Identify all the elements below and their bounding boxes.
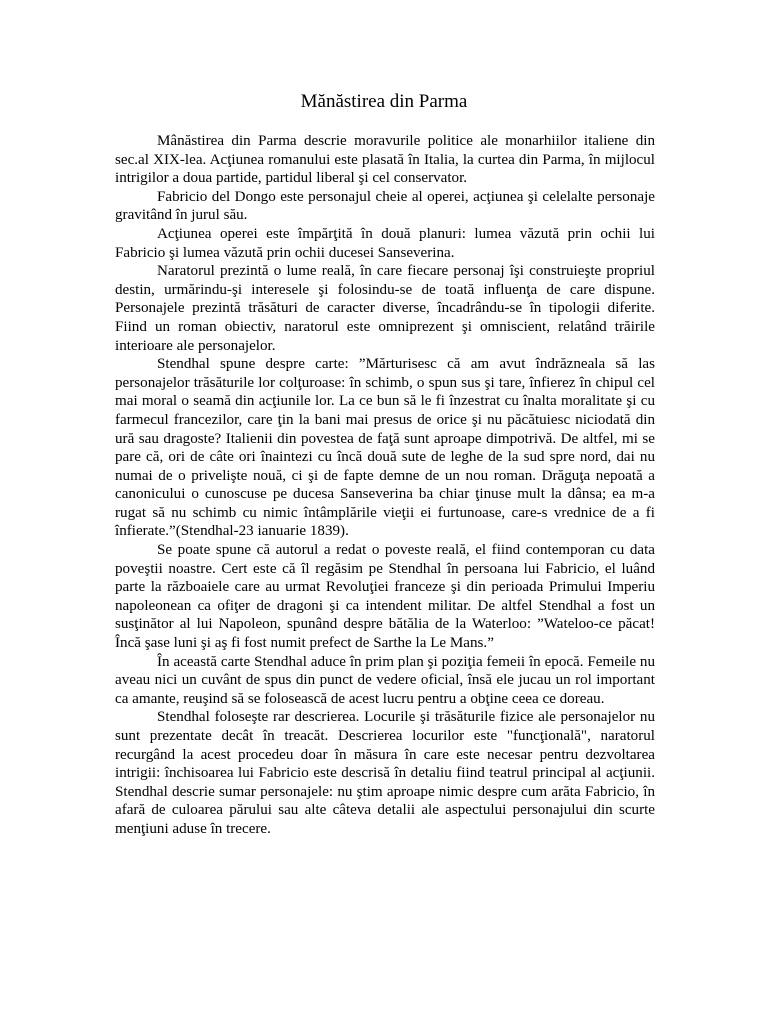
paragraph-stendhal-quote: Stendhal spune despre carte: ”Mărturisesc că am avut îndrăzneala să las personajelor trăsăturile lor colţuroase: în schimb, o spun sus şi tare, înfierez în chipul cel mai moral o seamă din acţiunile lor. La ce bun să le fi înzestrat cu înalta moralitate şi cu farmecul francezilor, care ţin la bani mai presus de orice şi nu păcătuiesc niciodată din ură sau dragoste? Italienii din povestea de faţă sunt aproape dimpotrivă. De altfel, mi se pare că, ori de câte ori înaintezi cu încă două sute de leghe de la sud spre nord, dai nu numai de o privelişte nouă, ci şi de fapte demne de un nou roman. Drăguţa nepoată a canonicului o cunoscuse pe ducesa Sanseverina ba chiar ţinuse mult la dânsa; ea m-a rugat să nu schimb cu nimic întâmplările vieţii ei furtunoase, care-s vrednice de a fi înfierate.”(Stendhal-23 ianuarie 1839).: [115, 356, 655, 540]
paragraph-narrator: Naratorul prezintă o lume reală, în care fiecare personaj îşi construieşte propriul destin, urmărindu-şi interesele şi folosindu-se de toată influenţa de care dispune. Personajele prezintă trăsături de caracter diverse, încadrându-se în tipologii diferite. Fiind un roman obiectiv, naratorul este omniprezent şi omniscient, relatând trăirile interioare ale personajelor.: [115, 263, 655, 354]
document-title: Mănăstirea din Parma: [300, 91, 468, 112]
paragraph-description: Stendhal foloseşte rar descrierea. Locurile şi trăsăturile fizice ale personajelor nu sunt prezentate decât în treacăt. Descrierea locurilor este "funcţională", naratorul recurgând la acest procedeu doar în măsura în care este necesar pentru dezvoltarea intrigii: închisoarea lui Fabricio este descrisă în detaliu fiind teatrul principal al acţiunii. Stendhal descrie sumar personajele: nu ştim aproape nimic despre cum arăta Fabricio, în afară de culoarea părului sau alte câteva detalii ale aspectului personajului din scurte menţiuni aduse în trecere.: [115, 709, 655, 837]
paragraph-fabricio: Fabricio del Dongo este personajul cheie al operei, acţiunea şi celelalte personaje gravitând în jurul său.: [115, 188, 655, 224]
paragraph-intro: Mânăstirea din Parma descrie moravurile politice ale monarhiilor italiene din sec.al XIX-lea. Acţiunea romanului este plasată în Italia, la curtea din Parma, în mijlocul intrigilor a doua partide, partidul liberal şi cel conservator.: [115, 133, 655, 187]
paragraph-women: În această carte Stendhal aduce în prim plan şi poziţia femeii în epocă. Femeile nu aveau nici un cuvânt de spus din punct de vedere oficial, însă ele jucau un rol important ca amante, reuşind să se folosească de acest lucru pentru a obţine ceea ce doreau.: [115, 653, 655, 707]
document-body: [115, 132, 655, 839]
paragraph-action-plans: Acţiunea operei este împărţită în două planuri: lumea văzută prin ochii lui Fabricio şi lumea văzută prin ochii ducesei Sanseverina.: [115, 225, 655, 261]
paragraph-real-story: Se poate spune că autorul a redat o poveste reală, el fiind contemporan cu data poveştii noastre. Cert este că îl regăsim pe Stendhal în persoana lui Fabricio, el luând parte la războaiele care au urmat Revoluţiei franceze şi din perioada Primului Imperiu napoleonean ca ofiţer de dragoni şi ca intendent militar. De altfel Stendhal a fost un susţinător al lui Napoleon, spunând despre bătălia de la Waterloo: ”Wateloo-ce păcat! Încă şase luni şi aş fi fost numit prefect de Sarthe la Le Mans.”: [115, 542, 655, 652]
